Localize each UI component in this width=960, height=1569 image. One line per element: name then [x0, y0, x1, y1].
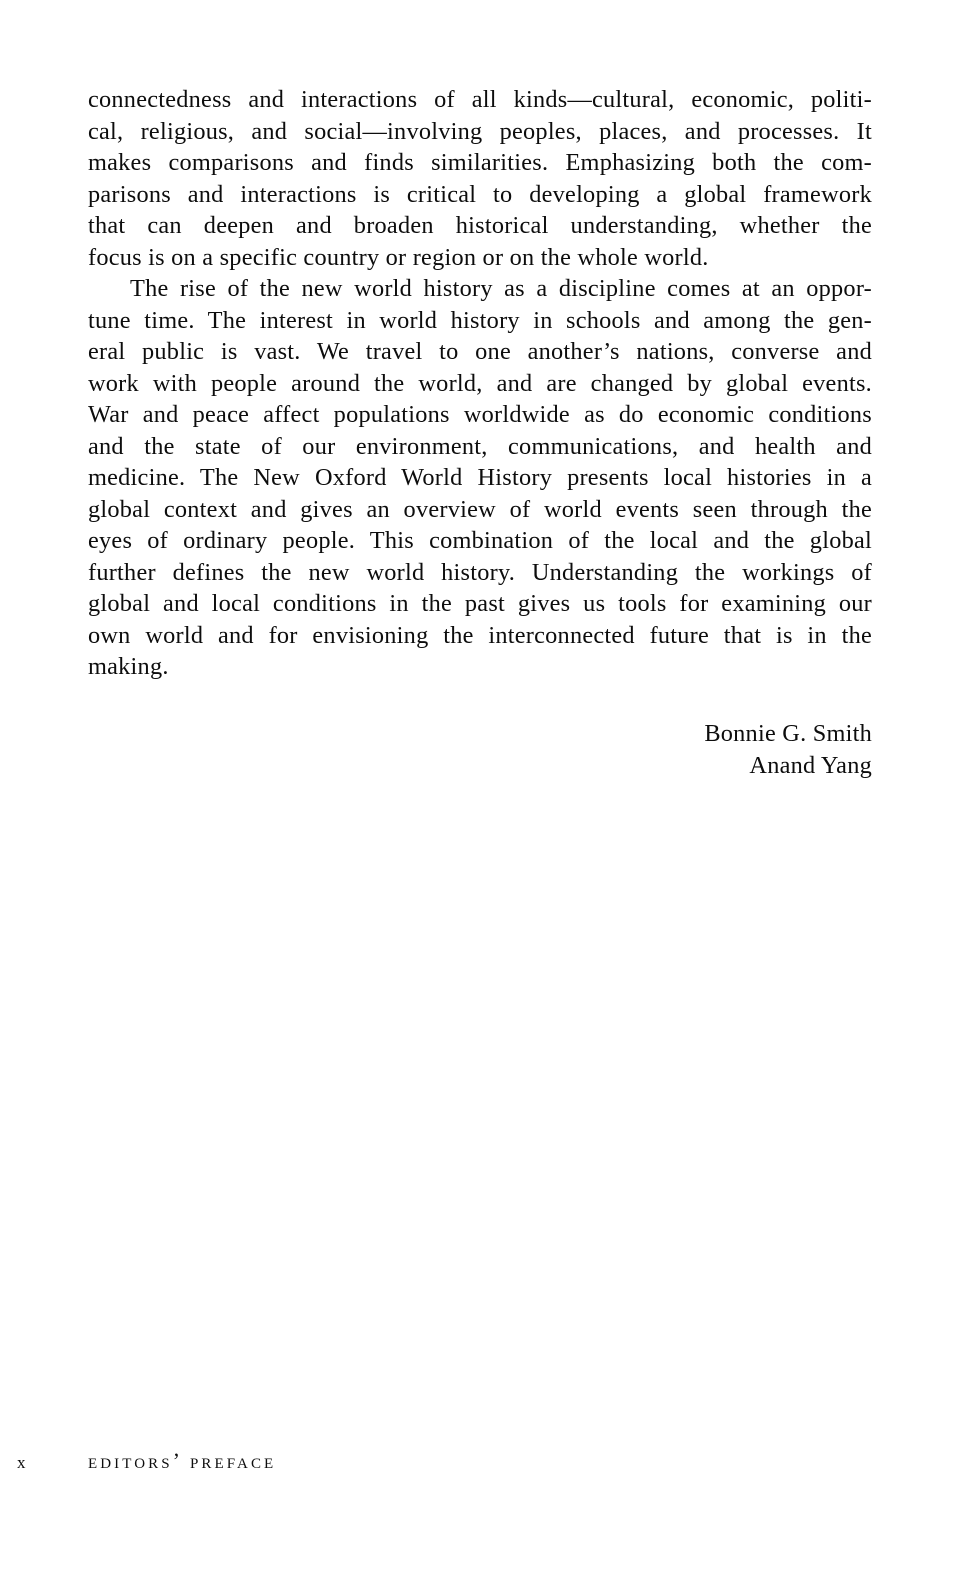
signature-name-primary: Bonnie G. Smith: [704, 720, 872, 747]
page-number: x: [17, 1453, 26, 1472]
signature-name-secondary: Anand Yang: [749, 751, 872, 779]
text-line: global and local conditions in the past gives us tools for examining our: [88, 590, 872, 617]
text-line: medicine. The New Oxford World History presents local histories in a: [88, 464, 872, 491]
paragraph-2: [88, 273, 872, 683]
text-line: tune time. The interest in world history in schools and among the gen-: [88, 306, 872, 334]
paragraph-1: [88, 84, 872, 273]
signature-block: [88, 718, 872, 781]
text-line: focus is on a specific country or region or on the whole world.: [88, 243, 709, 271]
body-text: [88, 84, 872, 683]
text-line: global context and gives an overview of world events seen through the: [88, 495, 872, 523]
text-line: that can deepen and broaden historical understanding, whether the: [88, 212, 872, 239]
text-line: further defines the new world history. Understanding the workings of: [88, 558, 872, 586]
text-line: The rise of the new world history as a discipline comes at an oppor-: [130, 275, 872, 302]
text-line: own world and for envisioning the interconnected future that is in the: [88, 621, 872, 649]
text-line: eral public is vast. We travel to one another’s nations, converse and: [88, 338, 872, 365]
running-head-title: editors’ preface: [88, 1448, 277, 1473]
text-line: and the state of our environment, communications, and health and: [88, 432, 872, 460]
text-line: parisons and interactions is critical to developing a global framework: [88, 180, 872, 208]
text-line: making.: [88, 653, 169, 680]
text-line: work with people around the world, and are changed by global events.: [88, 369, 872, 397]
text-line: War and peace affect populations worldwide as do economic conditions: [88, 401, 872, 428]
text-line: cal, religious, and social—involving peoples, places, and processes. It: [88, 117, 872, 145]
text-line: eyes of ordinary people. This combination of the local and the global: [88, 527, 872, 554]
running-foot: [0, 1446, 960, 1482]
text-line: makes comparisons and finds similarities. Emphasizing both the com-: [88, 149, 872, 176]
text-line: connectedness and interactions of all kinds—cultural, economic, politi-: [88, 86, 872, 113]
